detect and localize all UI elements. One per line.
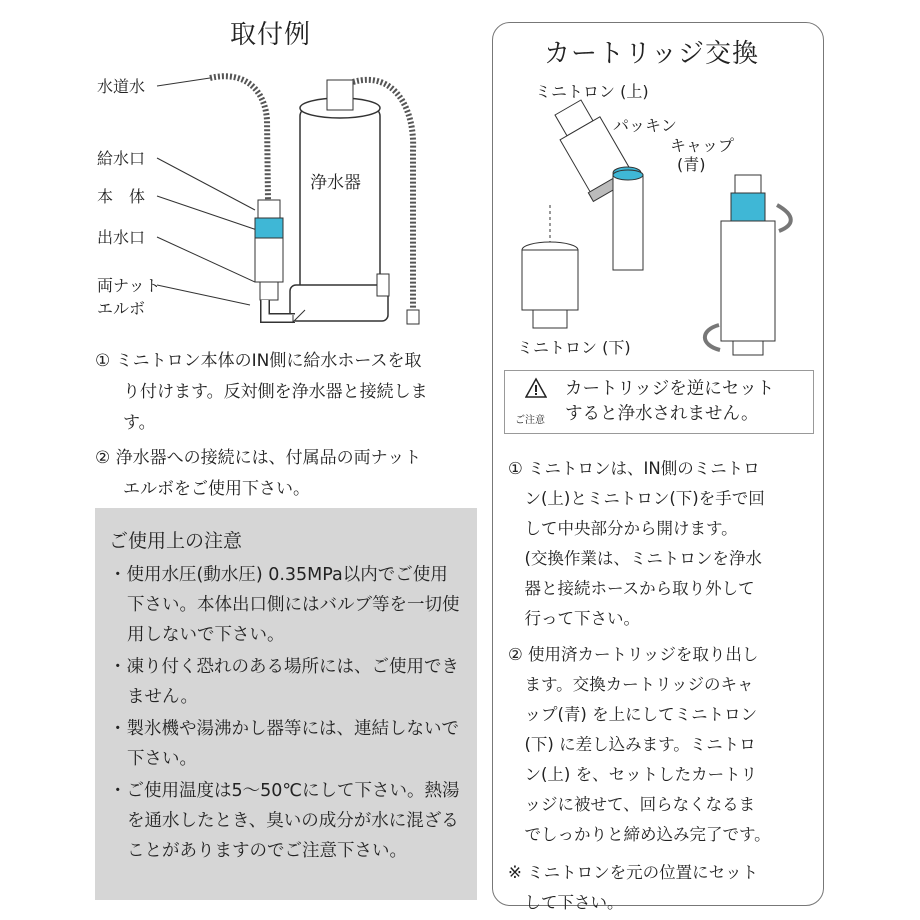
- label-outlet: 出水口: [97, 228, 146, 247]
- installation-title: 取付例: [230, 20, 312, 50]
- warning-icon: [525, 377, 547, 399]
- caution-list: [105, 560, 465, 868]
- caution-item: ・ ご使用温度は5〜50℃にして下さい。熱湯を通水したとき、臭いの成分が水に混ざることがありますのでご注意下さい。: [105, 776, 465, 866]
- caution-item: ・ 製氷機や湯沸かし器等には、連結しないで下さい。: [105, 714, 465, 774]
- warning-text: カートリッジを逆にセット すると浄水されません。: [565, 379, 775, 424]
- label-tap: 水道水: [97, 77, 146, 96]
- replace-steps: ① ミニトロンは、IN側のミニトロ ン(上)とミニトロン(下)を手で回 して中央部分から開けます。 (交換作業は、ミニトロンを浄水 器と接続ホースから取り外して 行って下さい。 ② 使用済カートリッジを取り出し ます。交換カートリッジのキャ ップ(青) を上にしてミニトロン (下) に差し込みます。ミニトロ ン(上) を、セットしたカートリ ッジに被せて、回らなくなるま でしっかりと締め込み完了です。 ※ ミニトロンを元の位置にセット して下さい。: [508, 459, 771, 912]
- label-cap-color: (青): [677, 155, 706, 174]
- label-lower: ミニトロン (下): [517, 338, 631, 357]
- caution-item: ・ 凍り付く恐れのある場所には、ご使用できません。: [105, 652, 465, 712]
- installation-diagram: [95, 60, 440, 345]
- warning-box: [504, 370, 814, 434]
- caution-item: ・ 使用水圧(動水圧) 0.35MPa以内でご使用下さい。本体出口側にはバルブ等を一切使用しないで下さい。: [105, 560, 465, 650]
- label-body: 本 体: [97, 187, 146, 206]
- caution-heading: ご使用上の注意: [109, 530, 243, 552]
- label-cap: キャップ: [670, 136, 735, 155]
- warning-subtitle: ご注意: [515, 415, 545, 426]
- label-purifier: 浄水器: [310, 173, 361, 193]
- label-upper: ミニトロン (上): [535, 82, 649, 101]
- label-elbow-1: 両ナット: [97, 276, 161, 295]
- label-elbow-2: エルボ: [97, 299, 146, 318]
- cartridge-diagram: [495, 75, 820, 365]
- cartridge-title: カートリッジ交換: [544, 39, 759, 69]
- label-packing: パッキン: [613, 116, 677, 135]
- install-steps: ① ミニトロン本体のIN側に給水ホースを取 り付けます。反対側を浄水器と接続しま す。 ② 浄水器への接続には、付属品の両ナット エルボをご使用下さい。: [95, 351, 428, 499]
- caution-box: [95, 508, 477, 900]
- label-inlet: 給水口: [97, 149, 146, 168]
